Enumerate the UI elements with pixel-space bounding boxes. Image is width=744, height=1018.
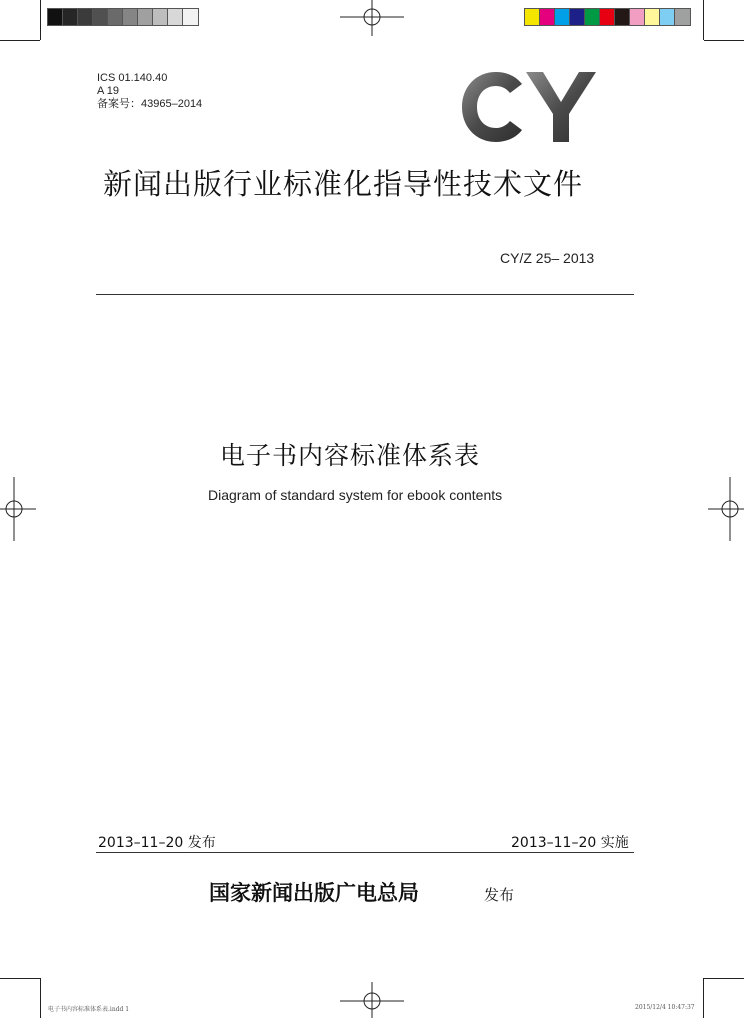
process-swatch (645, 9, 660, 25)
process-swatch (570, 9, 585, 25)
process-swatch (540, 9, 555, 25)
crop-mark-bottom-right (703, 978, 704, 1018)
process-color-bar (524, 8, 691, 26)
issue-date: 2013–11–20 发布 (98, 835, 216, 851)
process-swatch (660, 9, 675, 25)
implementation-date: 2013–11–20 实施 (511, 835, 629, 851)
registration-mark-right (708, 477, 744, 541)
gray-swatch (153, 9, 168, 25)
gray-swatch (123, 9, 138, 25)
process-swatch (615, 9, 630, 25)
crop-mark-bottom-left (40, 978, 41, 1018)
timestamp-slug: 2015/12/4 10:47:37 (635, 1004, 695, 1011)
gray-swatch (168, 9, 183, 25)
crop-mark-top-left (40, 0, 41, 40)
issuer-suffix: 发布 (484, 886, 515, 904)
crop-mark-top-right (703, 0, 704, 40)
classification-block (97, 72, 202, 111)
process-swatch (585, 9, 600, 25)
cy-logo (460, 70, 600, 144)
process-swatch (525, 9, 540, 25)
registration-mark-left (0, 477, 36, 541)
crop-mark-bottom-right (704, 978, 744, 979)
process-swatch (600, 9, 615, 25)
gray-swatch (93, 9, 108, 25)
process-swatch (630, 9, 645, 25)
registration-mark-top (340, 0, 404, 36)
ccs-code: A 19 (97, 85, 120, 97)
process-swatch (675, 9, 690, 25)
gray-swatch (183, 9, 198, 25)
file-slug: 电子书内容标准体系表.indd 1 (48, 1006, 130, 1013)
filing-number: 备案号：43965–2014 (97, 98, 203, 110)
document-title-en: Diagram of standard system for ebook contents (208, 487, 503, 503)
gray-swatch (108, 9, 123, 25)
process-swatch (555, 9, 570, 25)
bottom-divider (96, 852, 634, 853)
crop-mark-top-right (704, 40, 744, 41)
series-title: 新闻出版行业标准化指导性技术文件 (103, 167, 584, 201)
ics-code: ICS 01.140.40 (97, 72, 168, 84)
issuing-authority: 国家新闻出版广电总局 (209, 880, 419, 905)
gray-swatch (138, 9, 153, 25)
document-number: CY/Z 25– 2013 (500, 250, 595, 266)
gray-color-bar (47, 8, 199, 26)
gray-swatch (63, 9, 78, 25)
crop-mark-bottom-left (0, 978, 40, 979)
crop-mark-top-left (0, 40, 40, 41)
registration-mark-bottom (340, 982, 404, 1018)
top-divider (96, 294, 634, 295)
gray-swatch (78, 9, 93, 25)
document-title-cn: 电子书内容标准体系表 (220, 441, 481, 470)
gray-swatch (48, 9, 63, 25)
